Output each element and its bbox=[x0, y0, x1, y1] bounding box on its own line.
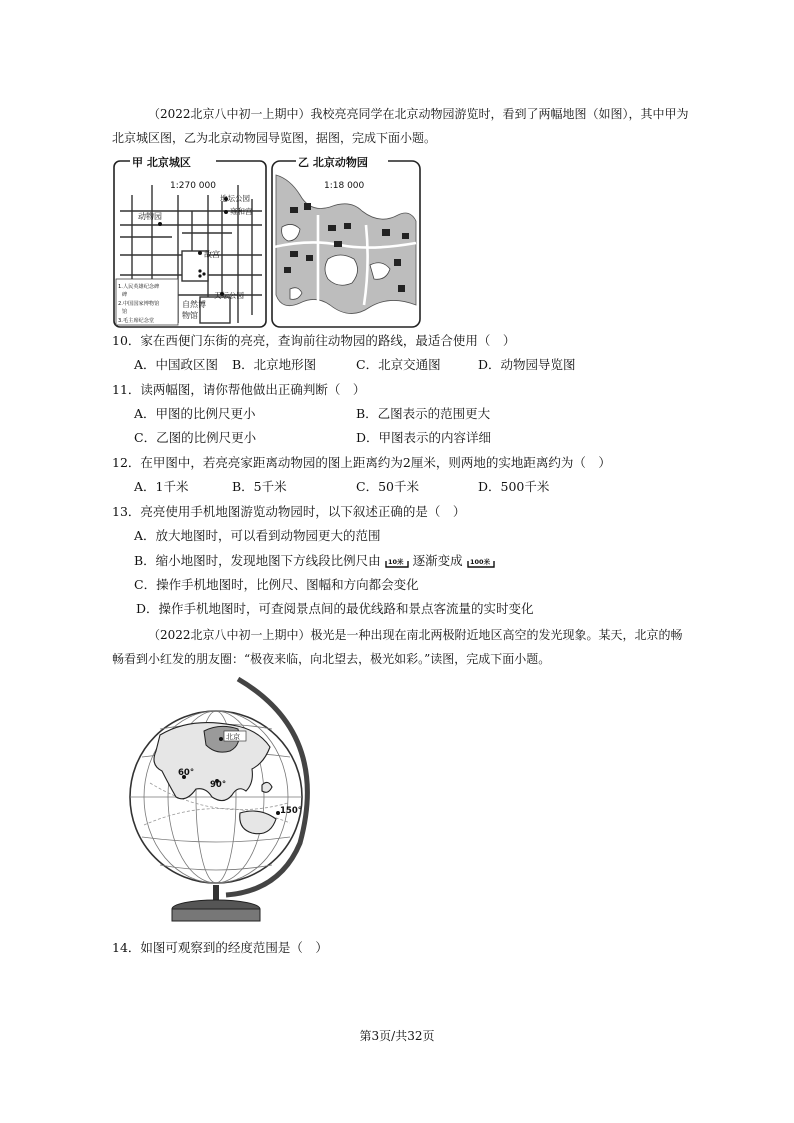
intro1-line2: 北京城区图，乙为北京动物园导览图，据图，完成下面小题。 bbox=[112, 131, 437, 145]
q13-option-b-text-mid: 逐渐变成 bbox=[412, 553, 463, 568]
scale-bar-to-label: 100米 bbox=[469, 557, 490, 566]
globe-label-beijing: 北京 bbox=[226, 733, 240, 741]
q13-option-c[interactable]: C．操作手机地图时，比例尺、图幅和方向都会变化 bbox=[134, 577, 419, 592]
intro1-line1: （2022北京八中初一上期中）我校亮亮同学在北京动物园游览时，看到了两幅地图（如图），其中甲为 bbox=[148, 107, 689, 121]
globe-figure bbox=[120, 673, 320, 929]
map-label-tiantan: 天坛公园 bbox=[214, 291, 244, 300]
q13-option-b[interactable] bbox=[134, 553, 495, 569]
map-label-gugong: 故宫 bbox=[204, 250, 220, 259]
map-jia-figure bbox=[112, 155, 268, 329]
map-label-dongwuyuan: 动物园 bbox=[138, 212, 162, 221]
q11-option-a[interactable]: A．甲图的比例尺更小 bbox=[134, 406, 256, 421]
map-label-yonghegong: 雍和宫 bbox=[230, 207, 253, 216]
scale-bar-to bbox=[467, 555, 495, 569]
q13-stem: 13．亮亮使用手机地图游览动物园时，以下叙述正确的是（ ） bbox=[112, 504, 466, 519]
q11-option-d[interactable]: D．甲图表示的内容详细 bbox=[356, 430, 492, 445]
map-yi-scale: 1:18 000 bbox=[324, 181, 365, 191]
globe-label-lon90: 90° bbox=[210, 780, 227, 790]
map-label-ziran1: 自然博 bbox=[182, 300, 206, 309]
scale-bar-from-label: 10米 bbox=[387, 557, 404, 566]
q11-option-c[interactable]: C．乙图的比例尺更小 bbox=[134, 430, 257, 445]
legend-item-1: 1.人民英雄纪念碑 bbox=[118, 284, 160, 290]
globe-label-lon60: 60° bbox=[178, 768, 195, 778]
q11-option-b[interactable]: B．乙图表示的范围更大 bbox=[356, 406, 491, 421]
q10-option-d[interactable]: D．动物园导览图 bbox=[478, 357, 576, 372]
q10-stem: 10．家在西便门东街的亮亮，查询前往动物园的路线，最适合使用（ ） bbox=[112, 333, 516, 348]
map-label-ziran2: 物馆 bbox=[182, 311, 198, 320]
q10-option-c[interactable]: C．北京交通图 bbox=[356, 357, 441, 372]
q12-option-c[interactable]: C．50千米 bbox=[356, 479, 419, 494]
legend-item-2: 2.中国国家博物馆 bbox=[118, 301, 160, 307]
q10-option-b[interactable]: B．北京地形图 bbox=[232, 357, 317, 372]
scale-bar-from bbox=[385, 555, 409, 569]
map-jia-title: 甲 北京城区 bbox=[132, 156, 191, 169]
q13-option-d[interactable]: D．操作手机地图时，可查阅景点间的最优线路和景点客流量的实时变化 bbox=[136, 601, 534, 616]
intro2-line2: 畅看到小红发的朋友圈：“极夜来临，向北望去，极光如彩。”读图，完成下面小题。 bbox=[112, 652, 551, 666]
map-jia-scale: 1:270 000 bbox=[170, 181, 216, 191]
map-label-ditan: 地坛公园 bbox=[220, 194, 250, 203]
globe-label-lon150: 150° bbox=[280, 806, 302, 816]
q13-option-a[interactable]: A．放大地图时，可以看到动物园更大的范围 bbox=[134, 528, 381, 543]
map-yi-title: 乙 北京动物园 bbox=[298, 156, 368, 169]
q12-option-d[interactable]: D．500千米 bbox=[478, 479, 550, 494]
intro2-line1: （2022北京八中初一上期中）极光是一种出现在南北两极附近地区高空的发光现象。某天，北京的畅 bbox=[148, 628, 683, 642]
q12-option-a[interactable]: A．1千米 bbox=[134, 479, 189, 494]
q12-option-b[interactable]: B．5千米 bbox=[232, 479, 287, 494]
q12-stem: 12．在甲图中，若亮亮家距离动物园的图上距离约为2厘米，则两地的实地距离约为（ ） bbox=[112, 455, 611, 470]
q11-stem: 11．读两幅图，请你帮他做出正确判断（ ） bbox=[112, 382, 366, 397]
q10-option-a[interactable]: A．中国政区图 bbox=[134, 357, 219, 372]
map-yi-figure bbox=[270, 155, 422, 329]
legend-item-3: 3.毛主席纪念堂 bbox=[118, 318, 155, 324]
page-number-footer: 第3页/共32页 bbox=[359, 1029, 435, 1043]
q13-option-b-text-pre: B．缩小地图时，发现地图下方线段比例尺由 bbox=[134, 553, 381, 568]
legend-item-1-wrap: 碑 bbox=[122, 292, 128, 298]
legend-item-2-wrap: 馆 bbox=[122, 309, 128, 315]
q14-stem: 14．如图可观察到的经度范围是（ ） bbox=[112, 940, 328, 955]
